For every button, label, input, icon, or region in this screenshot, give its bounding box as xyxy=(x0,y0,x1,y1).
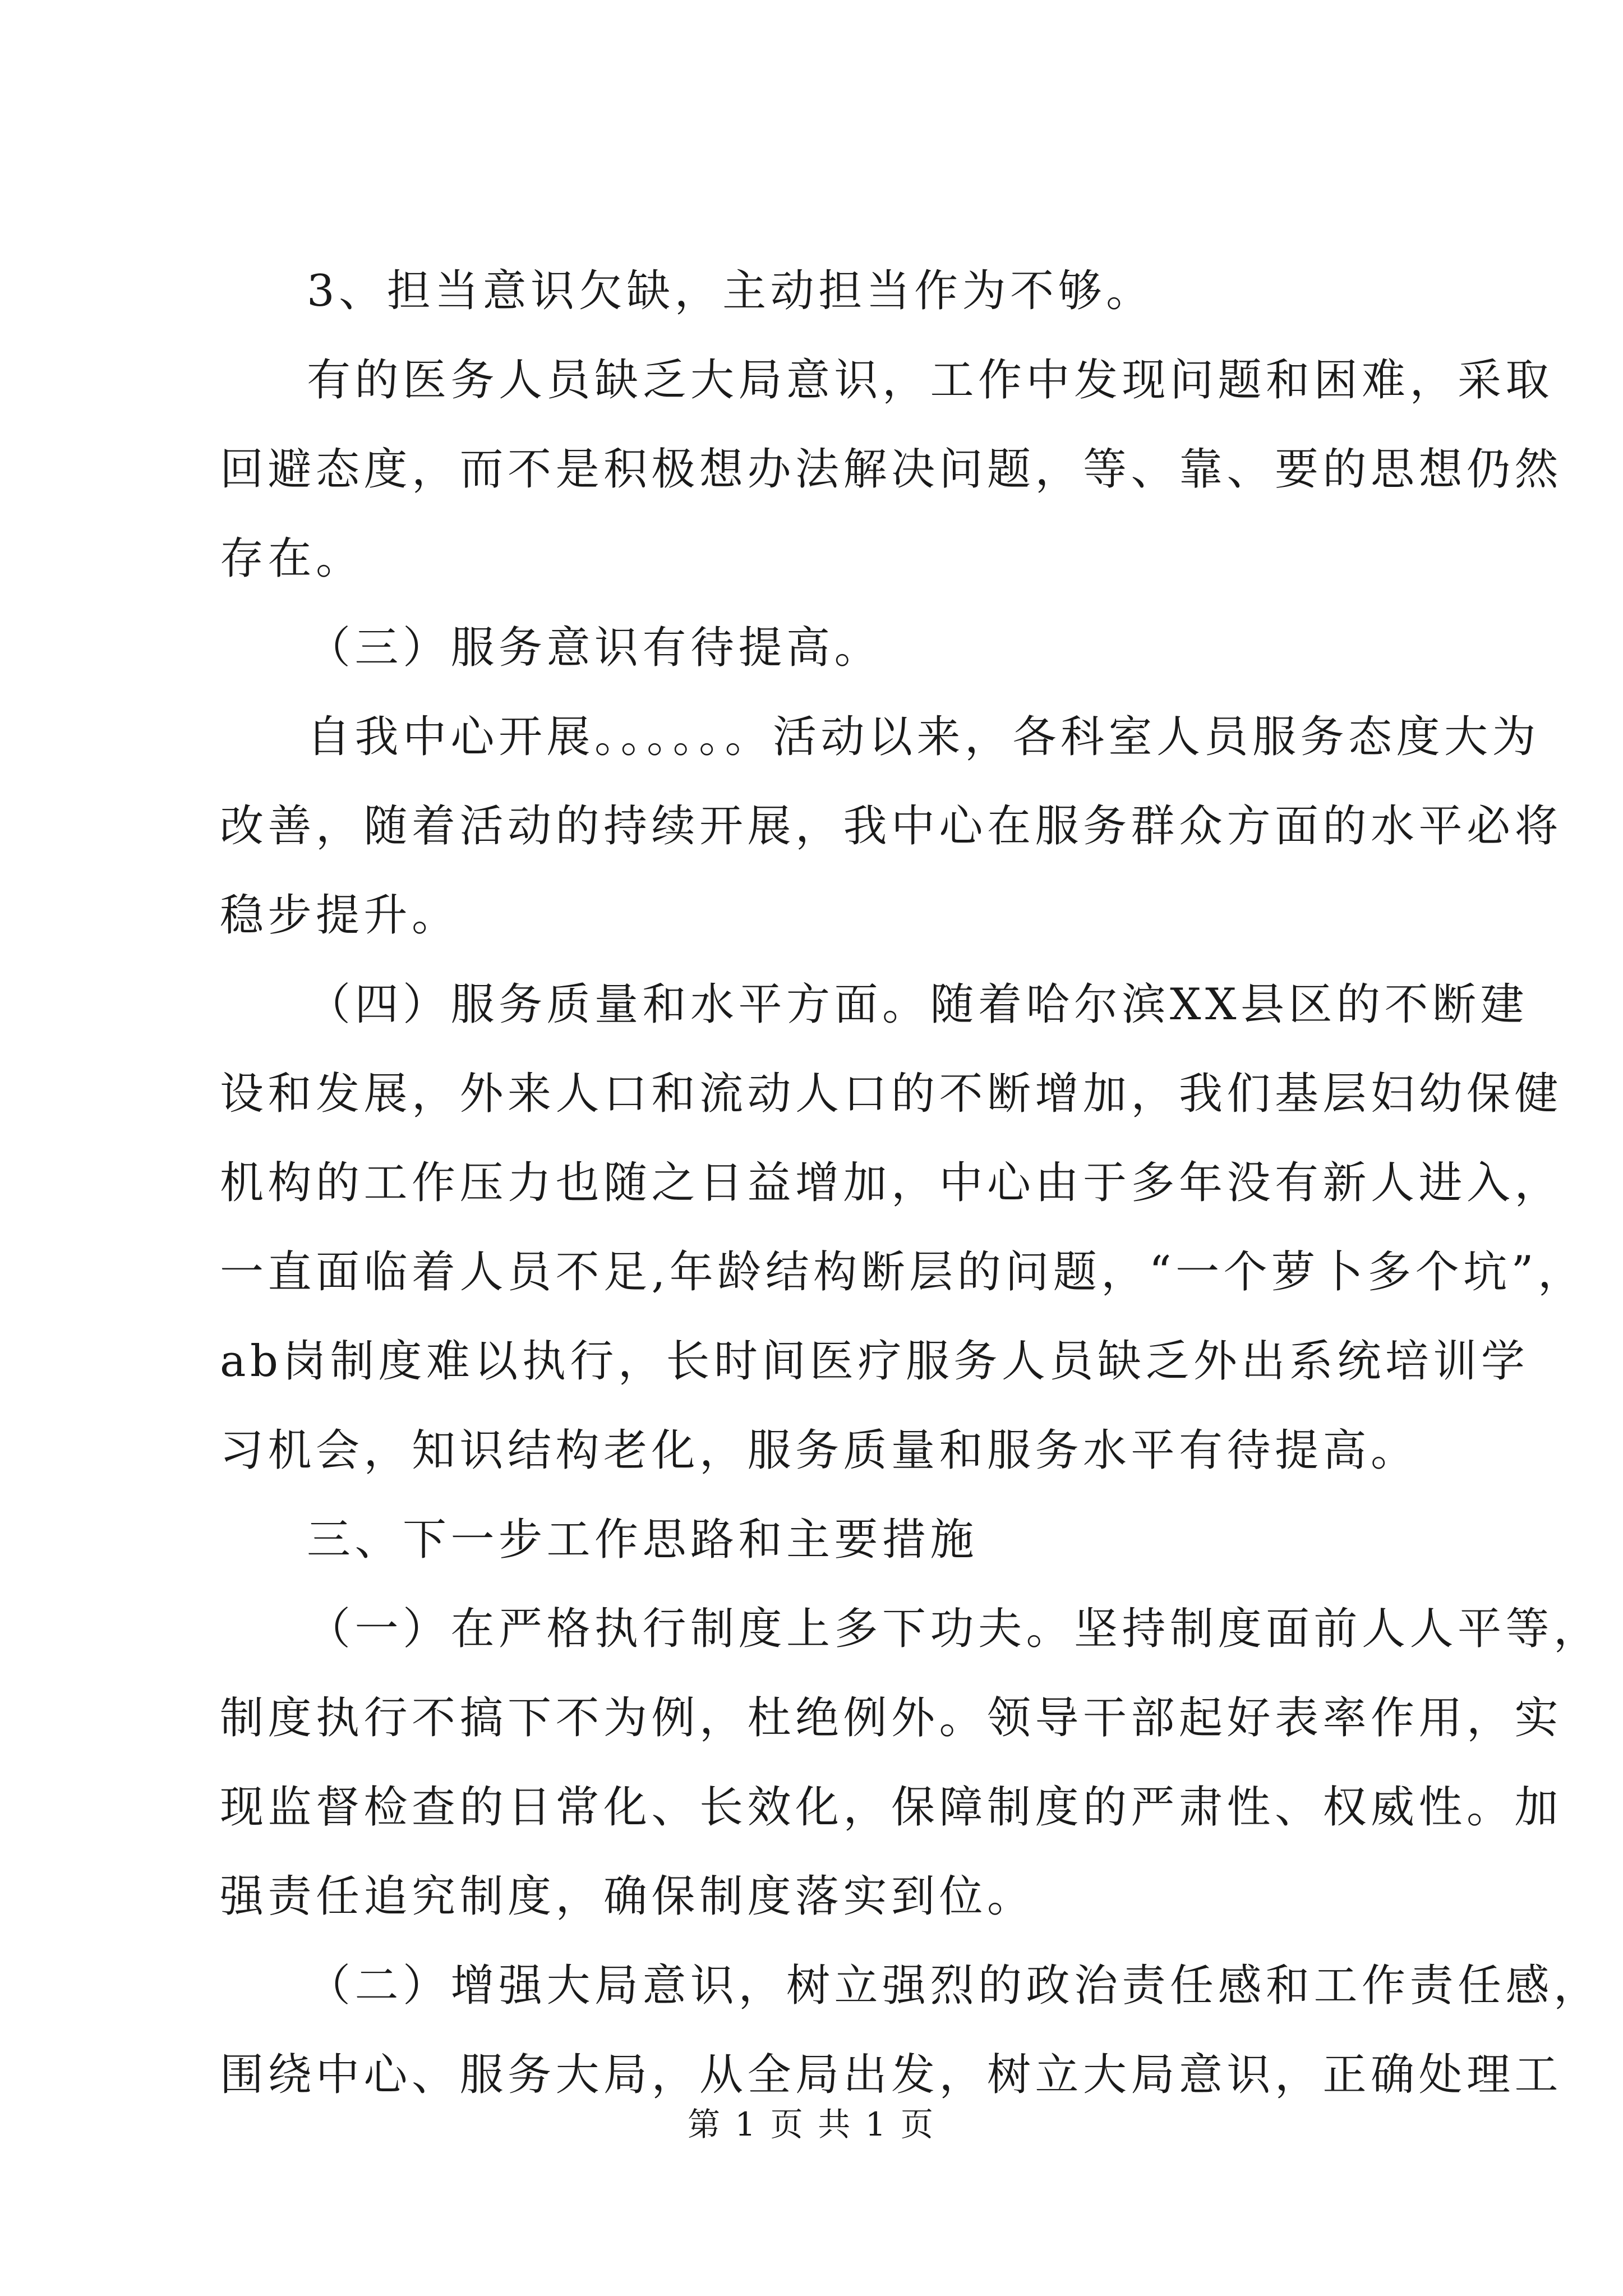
text-line: 回避态度，而不是积极想办法解决问题，等、靠、要的思想仍然 xyxy=(220,444,1563,495)
text-line: 有的医务人员缺乏大局意识，工作中发现问题和困难，采取 xyxy=(307,355,1554,406)
text-line: 存在。 xyxy=(220,533,364,584)
text-line: 改善，随着活动的持续开展，我中心在服务群众方面的水平必将 xyxy=(220,801,1563,852)
text-line: 一直面临着人员不足,年龄结构断层的问题，“一个萝卜多个坑”， xyxy=(220,1247,1586,1297)
page-number-footer: 第 1 页 共 1 页 xyxy=(688,2105,935,2143)
text-line: 制度执行不搞下不为例，杜绝例外。领导干部起好表率作用，实 xyxy=(220,1693,1563,1743)
text-line: 现监督检查的日常化、长效化，保障制度的严肃性、权威性。加 xyxy=(220,1782,1563,1833)
text-line: 设和发展，外来人口和流动人口的不断增加，我们基层妇幼保健 xyxy=(220,1069,1563,1119)
text-line: 习机会，知识结构老化，服务质量和服务水平有待提高。 xyxy=(220,1425,1419,1476)
text-line: 3、担当意识欠缺，主动担当作为不够。 xyxy=(307,266,1154,316)
text-line: ab岗制度难以执行，长时间医疗服务人员缺乏外出系统培训学 xyxy=(220,1336,1529,1387)
text-line: （二）增强大局意识，树立强烈的政治责任感和工作责任感， xyxy=(307,1961,1602,2011)
text-line: 自我中心开展。。。。。。活动以来，各科室人员服务态度大为 xyxy=(307,712,1541,762)
text-line: 稳步提升。 xyxy=(220,890,460,941)
text-line: 围绕中心、服务大局，从全局出发，树立大局意识，正确处理工 xyxy=(220,2050,1563,2100)
section-heading: 三、下一步工作思路和主要措施 xyxy=(307,1515,979,1565)
text-line: （一）在严格执行制度上多下功夫。坚持制度面前人人平等， xyxy=(307,1604,1602,1654)
document-body xyxy=(220,247,1602,2120)
text-line: （四）服务质量和水平方面。随着哈尔滨XX县区的不断建 xyxy=(307,979,1529,1030)
text-line: 强责任追究制度，确保制度落实到位。 xyxy=(220,1871,1035,1922)
text-line: 机构的工作压力也随之日益增加，中心由于多年没有新人进入， xyxy=(220,1158,1563,1208)
section-heading: （三）服务意识有待提高。 xyxy=(307,623,883,673)
